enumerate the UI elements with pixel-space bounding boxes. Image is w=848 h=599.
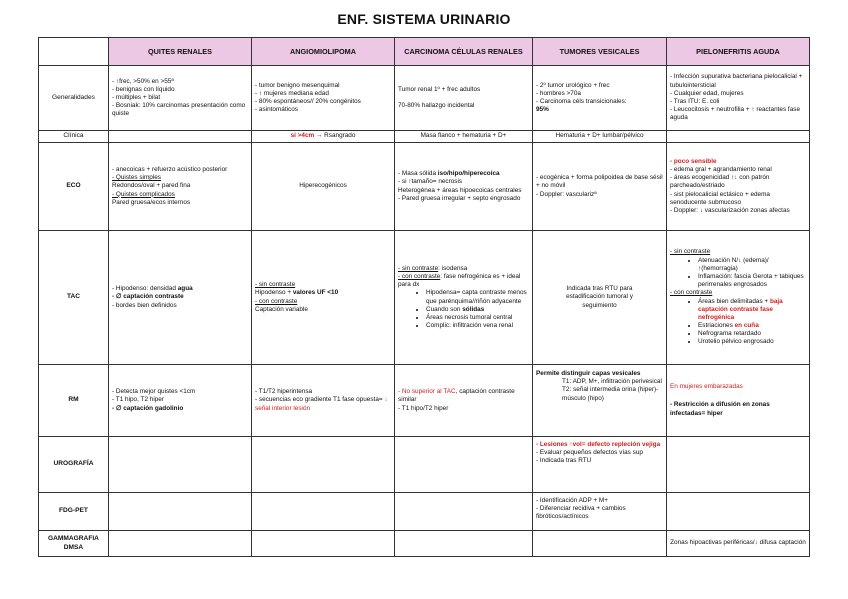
list-item: • Estriaciones en cuña — [698, 322, 806, 330]
row-header: TAC — [39, 231, 109, 365]
row-header: UROGRAFÍA — [39, 437, 109, 493]
column-header: CARCINOMA CÉLULAS RENALES — [395, 38, 533, 66]
table-cell: - Hipodenso: densidad agua - ∅ captación contraste - bordes bien definidos — [109, 231, 252, 365]
table-cell: Masa flanco + hematuria + D+ — [395, 131, 533, 143]
table-cell: - Identificación ADP + M+ - Diferenciar recidiva + cambios fibróticos/actínicos — [533, 493, 667, 531]
table-cell — [109, 493, 252, 531]
table-cell: Hematuria + D+ lumbar/pélvico — [533, 131, 667, 143]
table-cell: si >4cm → Rsangrado — [252, 131, 395, 143]
list-item: • Complic: infiltración vena renal — [426, 322, 529, 330]
table-cell: - sin contraste • Atenuación N/↓ (edema)/ ↑(hemorragia) • Inflamación: fascia Gerota + tabiques perirrenales engrosados - con contraste • Áreas bien delimitadas + baja captación contraste fase nefrogénica • Estriaciones en cuña • Nefrograma retardado • Urotelio pélvico engrosado — [667, 231, 810, 365]
table-cell: Permite distinguir capas vesicales T1: ADP, M+, infiltración perivesical T2: señal intermedia orina (hiper)- músculo (hipo) — [533, 365, 667, 437]
column-header: TUMORES VESICALES — [533, 38, 667, 66]
bullet-list — [670, 257, 806, 290]
bullet-list — [398, 289, 529, 330]
list-item: • Hipodensa= capta contraste menos que parénquima//riñón adyacente — [426, 289, 529, 305]
table-cell: - Masa sólida iso/hipo/hiperecoica - si ↑tamaño= necrosis Heterogénea + áreas hipoecoicas centrales - Pared gruesa irregular + septo engrosado — [395, 143, 533, 231]
table-cell: - Lesiones ↑vol= defecto repleción vejiga - Evaluar pequeños defectos vías sup - Indicada tras RTU — [533, 437, 667, 493]
table-cell — [667, 493, 810, 531]
table-cell — [252, 531, 395, 557]
urinary-disease-table — [38, 37, 810, 557]
table-row — [39, 231, 810, 365]
row-header: RM — [39, 365, 109, 437]
header-row — [39, 38, 810, 66]
list-item: • Inflamación: fascia Gerota + tabiques perirrenales engrosados — [698, 273, 806, 289]
table-cell: - ↑frec, >50% en >55ª - benignas con líquido - múltiples + bilat - Bosniak: 10% carcinomas presentación como quiste — [109, 66, 252, 131]
row-header: Clínica — [39, 131, 109, 143]
table-cell — [533, 531, 667, 557]
table-cell — [395, 531, 533, 557]
table-cell — [395, 493, 533, 531]
table-cell: - T1/T2 hiperintensa - secuencias eco gradiente T1 fase opuesta= ↓ señal interior lesión — [252, 365, 395, 437]
table-cell: Tumor renal 1º + frec adultos 70-80% hallazgo incidental — [395, 66, 533, 131]
table-cell: - Infección supurativa bacteriana pielocalicial + tubulointersticial - Cualquier edad, mujeres - Tras ITU: E. coli - Leucocitosis + neutrofilia + ↑ reactantes fase aguda — [667, 66, 810, 131]
table-cell: Indicada tras RTU para estadificación tumoral y seguimiento — [533, 231, 667, 365]
dash-list — [536, 378, 663, 403]
row-header: GAMMAGRAFIA DMSA — [39, 531, 109, 557]
table-cell — [667, 131, 810, 143]
list-item: • Atenuación N/↓ (edema)/ ↑(hemorragia) — [698, 257, 806, 273]
row-header: Generalidades — [39, 66, 109, 131]
table-cell — [667, 437, 810, 493]
table-cell — [252, 437, 395, 493]
table-cell: - No superior al TAC, captación contraste similar - T1 hipo/T2 hiper — [395, 365, 533, 437]
row-header: ECO — [39, 143, 109, 231]
table-row — [39, 143, 810, 231]
list-item: • Cuando son sólidas — [426, 306, 529, 314]
table-cell — [252, 493, 395, 531]
table-row — [39, 365, 810, 437]
column-header: PIELONEFRITIS AGUDA — [667, 38, 810, 66]
document-title: ENF. SISTEMA URINARIO — [337, 11, 511, 27]
table-cell: - tumor benigno mesenquimal - ↑ mujeres mediana edad - 80% espontáneos// 20% congénitos - asintomáticos — [252, 66, 395, 131]
table-cell: - sin contraste: isodensa - con contraste: fase nefrogénica es + ideal para dx • Hipodensa= capta contraste menos que parénquima//riñón adyacente • Cuando son sólidas • Áreas necrosis tumoral central • Complic: infiltración vena renal — [395, 231, 533, 365]
list-item: • Áreas necrosis tumoral central — [426, 314, 529, 322]
table-cell: - sin contraste Hipodenso + valores UF <10 - con contraste Captación variable — [252, 231, 395, 365]
table-cell — [109, 131, 252, 143]
bullet-list — [670, 298, 806, 347]
list-item: • Urotelio pélvico engrosado — [698, 338, 806, 346]
list-item: • Áreas bien delimitadas + baja captación contraste fase nefrogénica — [698, 298, 806, 323]
column-header: QUITES RENALES — [109, 38, 252, 66]
table-row — [39, 437, 810, 493]
table-row — [39, 531, 810, 557]
table-cell: - anecoicas + refuerzo acústico posterior - Quistes simples Redondos/oval + pared fina - Quistes complicados Pared gruesa/ecos internos — [109, 143, 252, 231]
table-cell: - 2º tumor urológico + frec - hombres >70a - Carcinoma céls transicionales: 95% — [533, 66, 667, 131]
list-item: • Nefrograma retardado — [698, 330, 806, 338]
table-cell — [395, 437, 533, 493]
table-cell: - Detecta mejor quistes <1cm - T1 hipo, T2 hiper - ∅ captación gadolinio — [109, 365, 252, 437]
table-cell — [109, 437, 252, 493]
table-row — [39, 131, 810, 143]
list-item: T1: ADP, M+, infiltración perivesical — [562, 378, 662, 386]
table-cell: Zonas hipoactivas periféricas/↓ difusa captación — [667, 531, 810, 557]
list-item: T2: señal intermedia orina (hiper)- músculo (hipo) — [562, 386, 659, 402]
corner-cell — [39, 38, 109, 66]
table-cell: - ecogénica + forma polipoidea de base sésil + no móvil - Doppler: vascularizª — [533, 143, 667, 231]
column-header: ANGIOMIOLIPOMA — [252, 38, 395, 66]
table-row — [39, 66, 810, 131]
row-header: FDG-PET — [39, 493, 109, 531]
table-cell: - poco sensible - edema gral + agrandamiento renal - áreas ecogenicidad ↑↓ con patrón parcheado/estriado - sist pielocalicial ectásico + edema senoducente submucoso - Doppler: ↓ vascularización zonas afectas — [667, 143, 810, 231]
table-cell: Hiperecogénicos — [252, 143, 395, 231]
table-cell: En mujeres embarazadas - Restricción a difusión en zonas infectadas= hiper — [667, 365, 810, 437]
table-cell — [109, 531, 252, 557]
table-row — [39, 493, 810, 531]
